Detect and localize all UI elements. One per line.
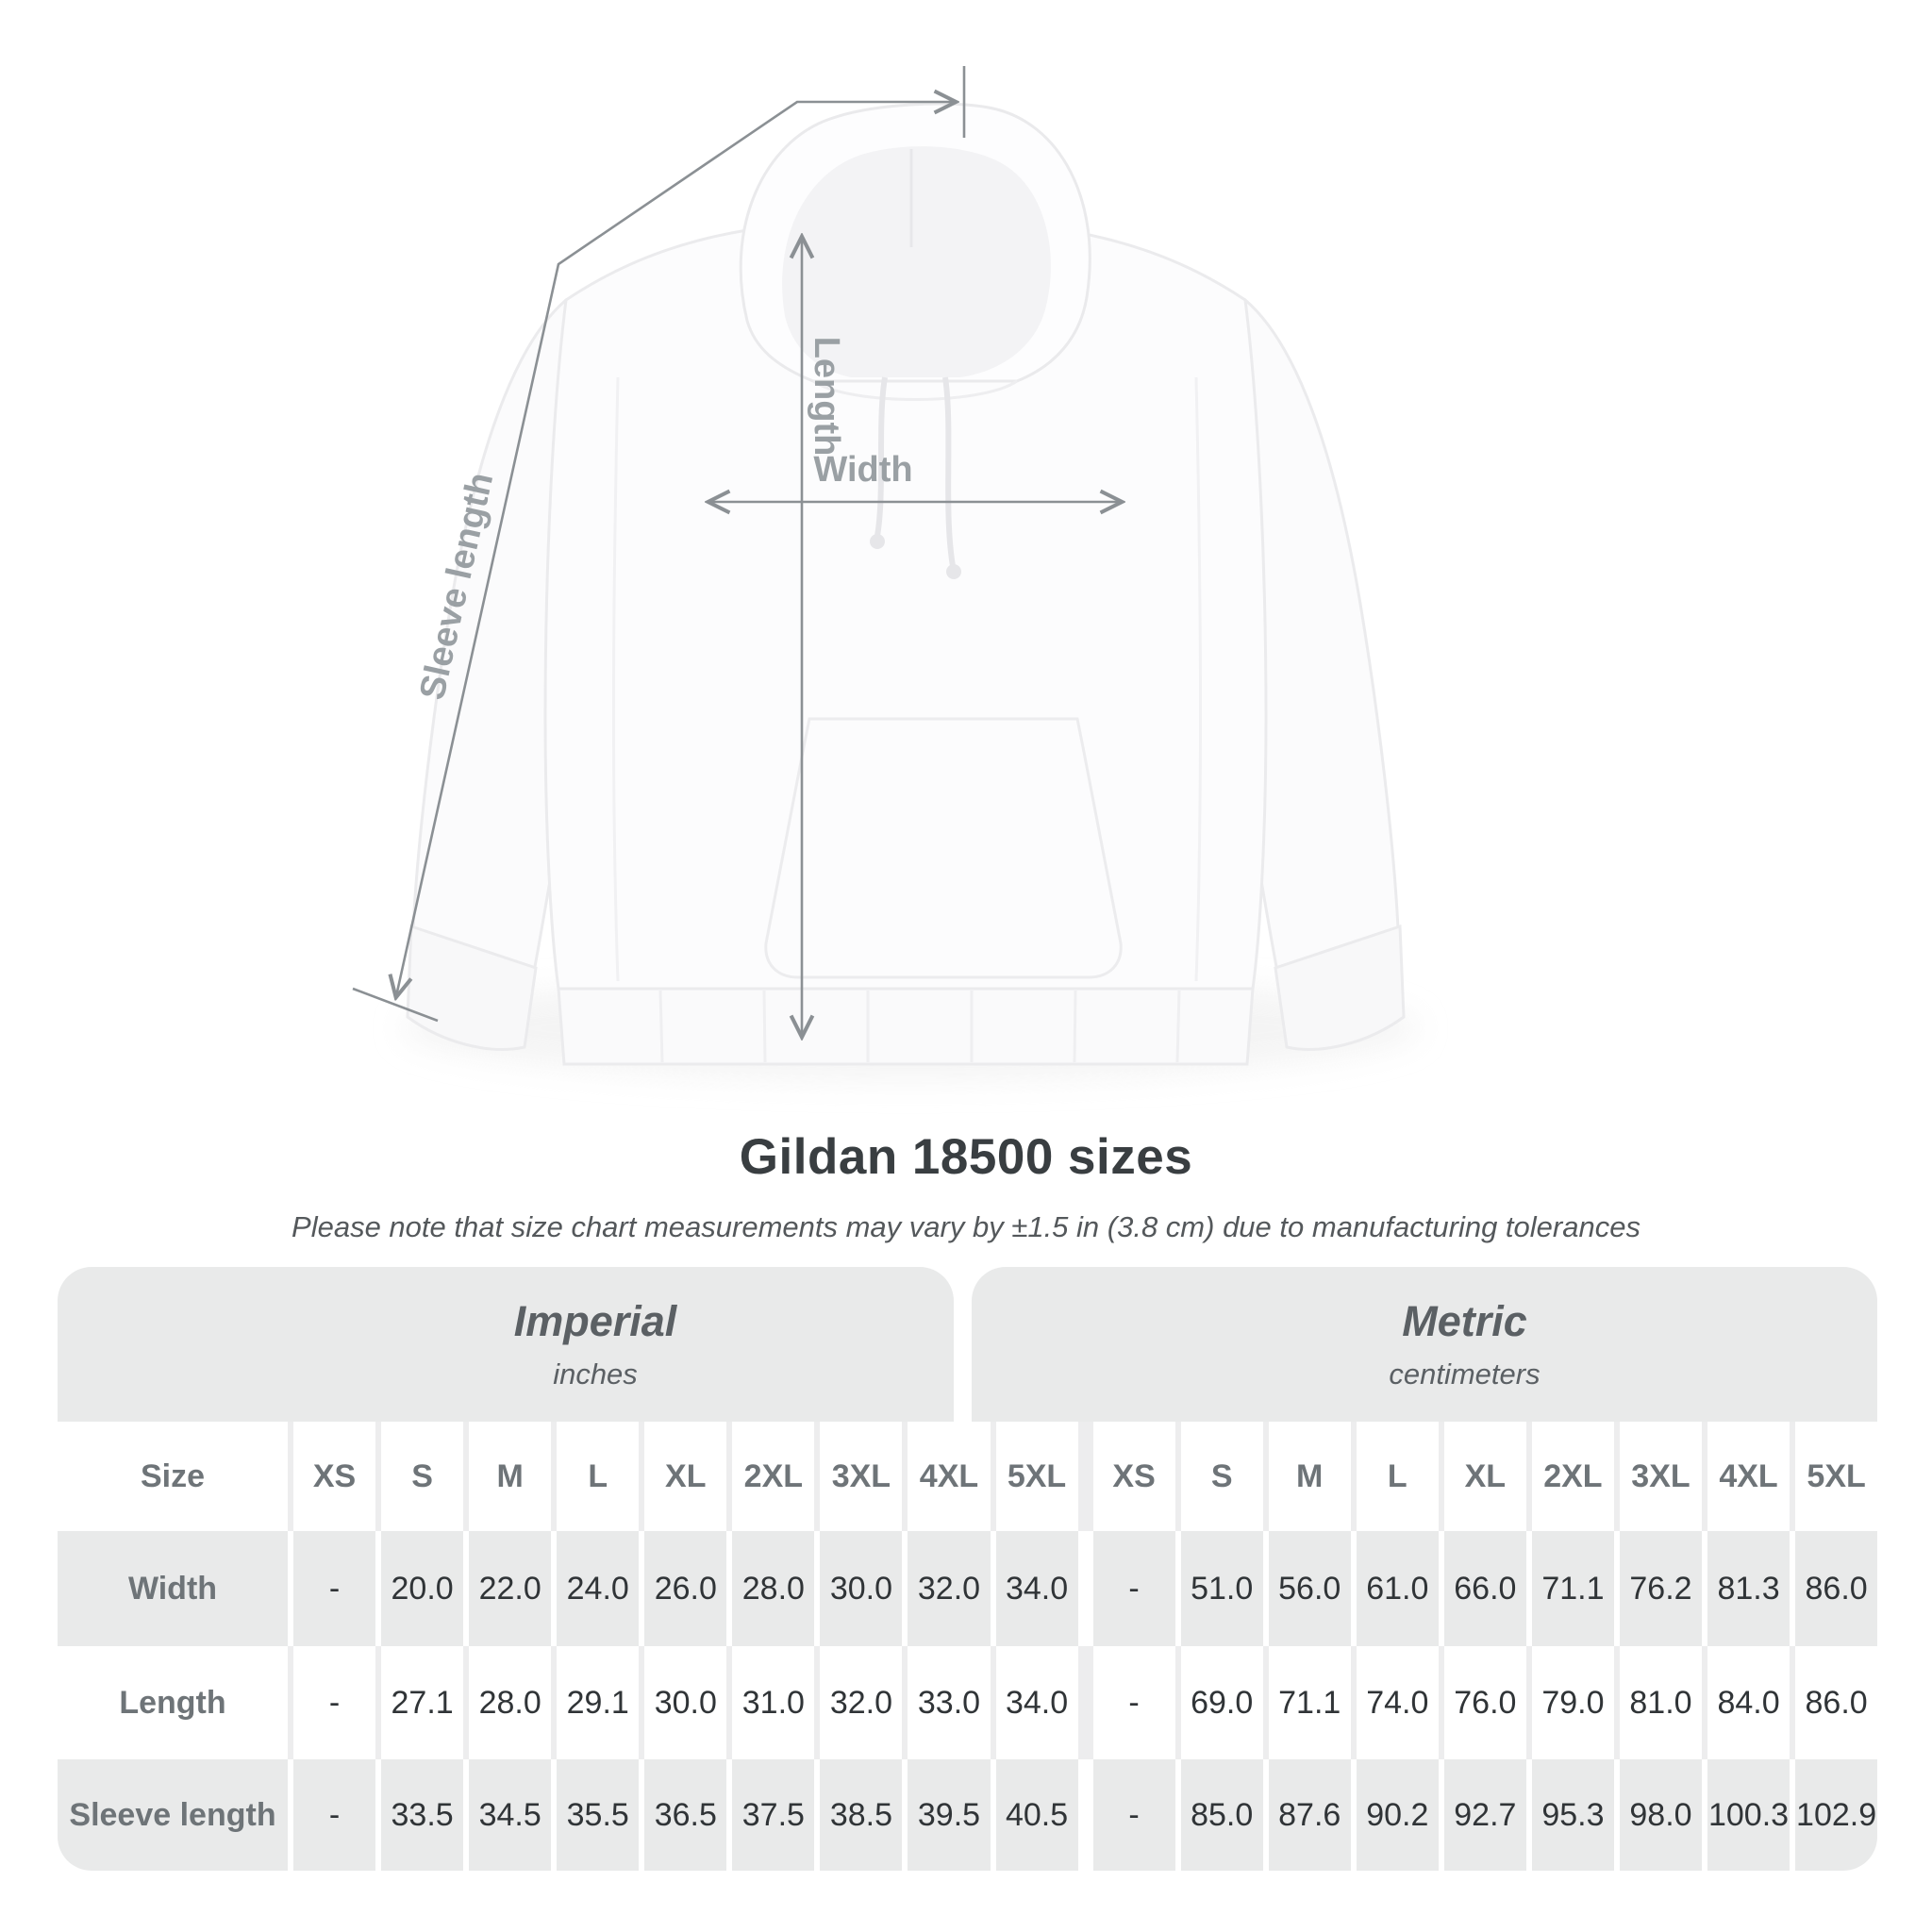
size-col-imperial-2xl: 2XL	[726, 1422, 814, 1531]
value-cell: 40.5	[991, 1759, 1078, 1871]
value-cell: 95.3	[1526, 1759, 1614, 1871]
value-cell: 20.0	[375, 1531, 463, 1646]
value-cell: 85.0	[1175, 1759, 1263, 1871]
size-col-metric-l: L	[1351, 1422, 1439, 1531]
value-cell: -	[1078, 1531, 1175, 1646]
value-cell: -	[288, 1646, 375, 1759]
value-cell: 71.1	[1263, 1646, 1351, 1759]
value-cell: 71.1	[1526, 1531, 1614, 1646]
value-cell: 22.0	[463, 1531, 551, 1646]
metric-group-unit: centimeters	[1389, 1357, 1541, 1391]
unit-group-header	[58, 1267, 1877, 1422]
imperial-group-header	[58, 1267, 954, 1422]
size-col-imperial-3xl: 3XL	[814, 1422, 902, 1531]
value-cell: -	[288, 1759, 375, 1871]
size-header-row	[58, 1422, 1877, 1531]
value-cell: 76.0	[1439, 1646, 1526, 1759]
value-cell: 33.0	[902, 1646, 990, 1759]
value-cell: 74.0	[1351, 1646, 1439, 1759]
value-cell: -	[1078, 1646, 1175, 1759]
size-col-imperial-m: M	[463, 1422, 551, 1531]
size-col-imperial-xl: XL	[639, 1422, 726, 1531]
size-col-imperial-l: L	[551, 1422, 639, 1531]
value-cell: -	[288, 1531, 375, 1646]
value-cell: 32.0	[902, 1531, 990, 1646]
value-cell: 81.0	[1614, 1646, 1702, 1759]
size-table	[58, 1267, 1877, 1871]
value-cell: 30.0	[814, 1531, 902, 1646]
value-cell: 66.0	[1439, 1531, 1526, 1646]
value-cell: 102.9	[1790, 1759, 1877, 1871]
size-col-metric-xs: XS	[1078, 1422, 1175, 1531]
value-cell: 38.5	[814, 1759, 902, 1871]
size-col-imperial-4xl: 4XL	[902, 1422, 990, 1531]
value-cell: -	[1078, 1759, 1175, 1871]
value-cell: 24.0	[551, 1531, 639, 1646]
value-cell: 33.5	[375, 1759, 463, 1871]
value-cell: 30.0	[639, 1646, 726, 1759]
value-cell: 51.0	[1175, 1531, 1263, 1646]
value-cell: 87.6	[1263, 1759, 1351, 1871]
sleeve-length-label: Sleeve length	[412, 469, 502, 704]
size-col-metric-4xl: 4XL	[1702, 1422, 1790, 1531]
value-cell: 69.0	[1175, 1646, 1263, 1759]
imperial-group-title: Imperial	[513, 1297, 677, 1345]
value-cell: 81.3	[1702, 1531, 1790, 1646]
length-label: Length	[807, 336, 846, 457]
value-cell: 84.0	[1702, 1646, 1790, 1759]
size-col-metric-xl: XL	[1439, 1422, 1526, 1531]
value-cell: 86.0	[1790, 1531, 1877, 1646]
size-col-metric-5xl: 5XL	[1790, 1422, 1877, 1531]
imperial-group-unit: inches	[553, 1357, 638, 1391]
row-label: Length	[58, 1646, 288, 1759]
size-col-metric-m: M	[1263, 1422, 1351, 1531]
value-cell: 90.2	[1351, 1759, 1439, 1871]
value-cell: 29.1	[551, 1646, 639, 1759]
row-label: Sleeve length	[58, 1759, 288, 1871]
value-cell: 56.0	[1263, 1531, 1351, 1646]
table-row-sleeve-length	[58, 1759, 1877, 1871]
value-cell: 26.0	[639, 1531, 726, 1646]
value-cell: 31.0	[726, 1646, 814, 1759]
value-cell: 92.7	[1439, 1759, 1526, 1871]
table-row-width	[58, 1531, 1877, 1646]
value-cell: 35.5	[551, 1759, 639, 1871]
row-label: Width	[58, 1531, 288, 1646]
size-col-imperial-xs: XS	[288, 1422, 375, 1531]
value-cell: 79.0	[1526, 1646, 1614, 1759]
table-row-length	[58, 1646, 1877, 1759]
value-cell: 34.0	[991, 1646, 1078, 1759]
value-cell: 27.1	[375, 1646, 463, 1759]
width-label: Width	[813, 450, 913, 490]
metric-group-header	[972, 1267, 1877, 1422]
value-cell: 34.5	[463, 1759, 551, 1871]
value-cell: 34.0	[991, 1531, 1078, 1646]
value-cell: 32.0	[814, 1646, 902, 1759]
size-col-metric-s: S	[1175, 1422, 1263, 1531]
value-cell: 36.5	[639, 1759, 726, 1871]
value-cell: 98.0	[1614, 1759, 1702, 1871]
size-col-imperial-s: S	[375, 1422, 463, 1531]
size-col-metric-2xl: 2XL	[1526, 1422, 1614, 1531]
size-col-imperial-5xl: 5XL	[991, 1422, 1078, 1531]
value-cell: 39.5	[902, 1759, 990, 1871]
value-cell: 86.0	[1790, 1646, 1877, 1759]
metric-group-title: Metric	[1402, 1297, 1527, 1345]
value-cell: 100.3	[1702, 1759, 1790, 1871]
hoodie-illustration	[401, 104, 1420, 1080]
page-title: Gildan 18500 sizes	[739, 1129, 1193, 1185]
value-cell: 28.0	[726, 1531, 814, 1646]
value-cell: 76.2	[1614, 1531, 1702, 1646]
size-col-metric-3xl: 3XL	[1614, 1422, 1702, 1531]
value-cell: 37.5	[726, 1759, 814, 1871]
size-column-header: Size	[58, 1422, 288, 1531]
tolerance-note: Please note that size chart measurements may vary by ±1.5 in (3.8 cm) due to manufacturing tolerances	[291, 1210, 1641, 1243]
value-cell: 61.0	[1351, 1531, 1439, 1646]
value-cell: 28.0	[463, 1646, 551, 1759]
